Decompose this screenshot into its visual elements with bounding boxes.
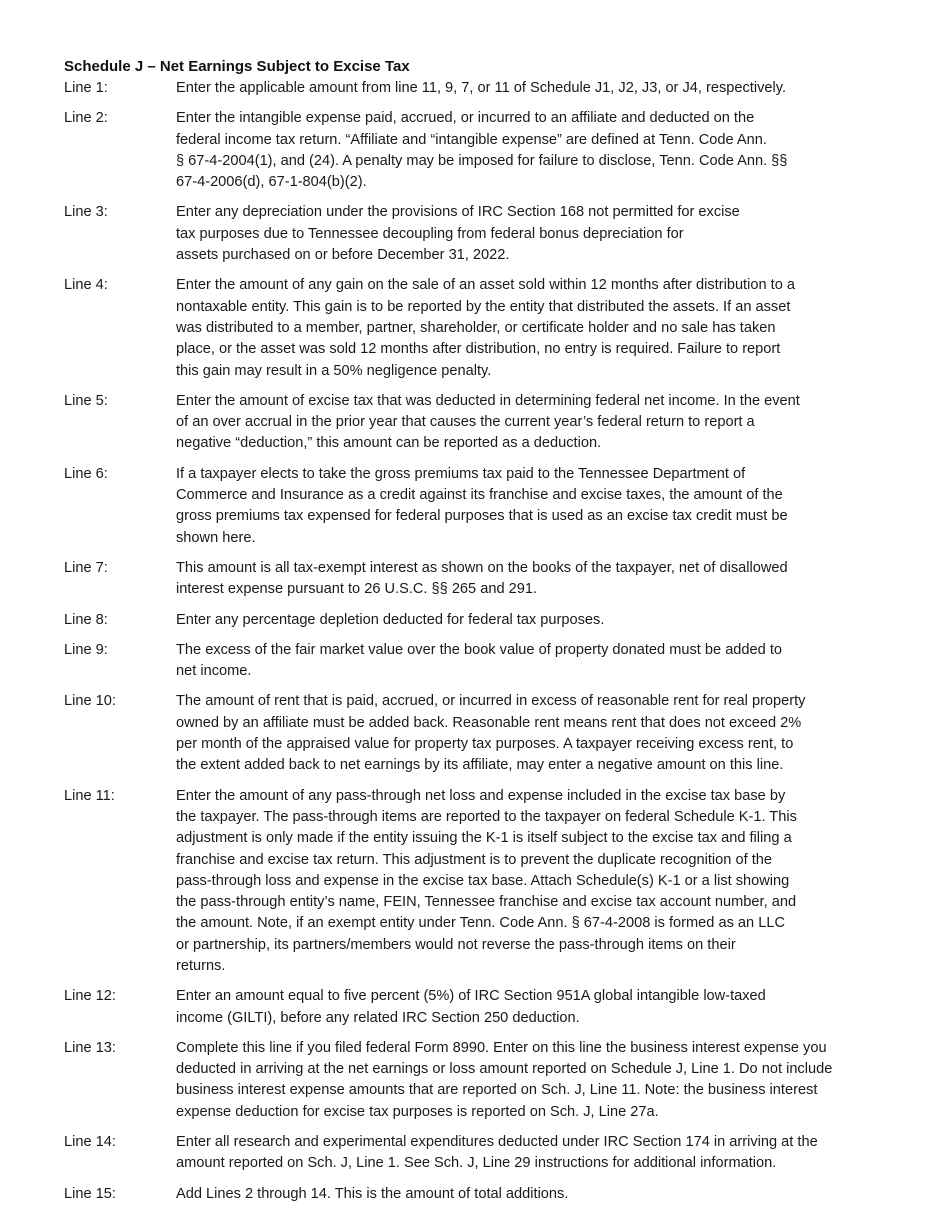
line-instruction-text: Add Lines 2 through 14. This is the amount of total additions. xyxy=(176,1185,569,1202)
line-instruction-text: If a taxpayer elects to take the gross premiums tax paid to the Tennessee Department of Commerce and Insurance as a credit against its franchise and excise taxes, the amount of the gross premiums tax expensed for federal purposes that is used as an excise tax credit must be shown here. xyxy=(176,465,788,546)
line-label: Line 14: xyxy=(64,1134,116,1151)
line-instruction-text: Enter any depreciation under the provisions of IRC Section 168 not permitted for excise tax purposes due to Tennessee decoupling from federal bonus depreciation for assets purchased on or before December 31, 2022. xyxy=(176,204,740,264)
line-instruction-text: Enter any percentage depletion deducted for federal tax purposes. xyxy=(176,611,605,628)
line-entry xyxy=(64,610,894,631)
line-entry xyxy=(64,1184,894,1205)
line-instruction-text: This amount is all tax-exempt interest as shown on the books of the taxpayer, net of disallowed interest expense pursuant to 26 U.S.C. §§ 265 and 291. xyxy=(176,559,788,598)
line-entry xyxy=(64,640,894,683)
line-instruction-text: The amount of rent that is paid, accrued, or incurred in excess of reasonable rent for real property owned by an affiliate must be added back. Reasonable rent means rent that does not exceed 2% per month of the appraised value for property tax purposes. A taxpayer receiving excess rent, to the extent added back to net earnings by its affiliate, may enter a negative amount on this line. xyxy=(176,693,806,774)
line-instruction-text: Enter an amount equal to five percent (5%) of IRC Section 951A global intangible low-taxed income (GILTI), before any related IRC Section 250 deduction. xyxy=(176,988,766,1026)
page-title: Schedule J – Net Earnings Subject to Excise Tax xyxy=(64,58,410,75)
line-label: Line 2: xyxy=(64,110,108,127)
line-label: Line 15: xyxy=(64,1185,116,1202)
line-entry xyxy=(64,691,894,776)
line-label: Line 10: xyxy=(64,693,116,710)
line-instruction-text: Enter the applicable amount from line 11, 9, 7, or 11 of Schedule J1, J2, J3, or J4, respectively. xyxy=(176,80,787,96)
document-page xyxy=(64,57,894,1214)
line-instruction-text: Complete this line if you filed federal Form 8990. Enter on this line the business interest expense you deducted in arriving at the net earnings or loss amount reported on Schedule J, Line 1. Do not include business interest expense amounts that are reported on Sch. J, Line 11. Note: the business interest expense deduction for excise tax purposes is reported on Sch. J, Line 27a. xyxy=(176,1039,833,1120)
line-entry xyxy=(64,1132,894,1175)
line-entry xyxy=(64,391,894,455)
line-entry xyxy=(64,108,894,193)
line-instruction-text: Enter the amount of excise tax that was deducted in determining federal net income. In the event of an over accrual in the prior year that causes the current year’s federal return to report a negative “deduction,” this amount can be reported as a deduction. xyxy=(176,392,800,452)
line-label: Line 4: xyxy=(64,277,108,294)
line-instructions-list xyxy=(64,78,894,1205)
line-entry xyxy=(64,78,894,99)
line-entry xyxy=(64,202,894,266)
line-label: Line 7: xyxy=(64,559,108,576)
line-entry xyxy=(64,786,894,978)
line-instruction-text: Enter all research and experimental expenditures deducted under IRC Section 174 in arriving at the amount reported on Sch. J, Line 1. See Sch. J, Line 29 instructions for additional information. xyxy=(176,1134,818,1172)
line-label: Line 1: xyxy=(64,80,108,96)
line-label: Line 6: xyxy=(64,465,108,482)
line-entry xyxy=(64,1038,894,1123)
line-label: Line 13: xyxy=(64,1039,116,1056)
line-instruction-text: Enter the intangible expense paid, accrued, or incurred to an affiliate and deducted on the federal income tax return. “Affiliate and “intangible expense” are defined at Tenn. Code Ann. § 67-4-2004(1), and (24). A penalty may be imposed for failure to disclose, Tenn. Code Ann. §§ 67-4-2006(d), 67-1-804(b)(2). xyxy=(176,110,788,191)
line-instruction-text: The excess of the fair market value over the book value of property donated must be added to net income. xyxy=(176,641,782,680)
line-entry xyxy=(64,464,894,549)
line-entry xyxy=(64,275,894,381)
line-entry xyxy=(64,558,894,601)
line-label: Line 12: xyxy=(64,988,116,1005)
line-label: Line 9: xyxy=(64,641,108,658)
line-entry xyxy=(64,986,894,1029)
line-instruction-text: Enter the amount of any gain on the sale of an asset sold within 12 months after distribution to a nontaxable entity. This gain is to be reported by the entity that distributed the assets. If an asset was distributed to a member, partner, shareholder, or certificate holder and no sale has taken place, or the asset was sold 12 months after distribution, no entry is required. Failure to report this gain may result in a 50% negligence penalty. xyxy=(176,277,795,379)
line-instruction-text: Enter the amount of any pass-through net loss and expense included in the excise tax base by the taxpayer. The pass-through items are reported to the taxpayer on federal Schedule K-1. This adjustment is only made if the entity issuing the K-1 is itself subject to the excise tax and filing a franchise and excise tax return. This adjustment is to prevent the duplicate recognition of the pass-through loss and expense in the excise tax base. Attach Schedule(s) K-1 or a list showing the pass-through entity’s name, FEIN, Tennessee franchise and excise tax account number, and the amount. Note, if an exempt entity under Tenn. Code Ann. § 67-4-2008 is formed as an LLC or partnership, its partners/members would not reverse the pass-through items on their returns. xyxy=(176,787,797,974)
line-label: Line 3: xyxy=(64,204,108,221)
line-label: Line 11: xyxy=(64,787,115,804)
line-label: Line 8: xyxy=(64,611,108,628)
line-label: Line 5: xyxy=(64,392,108,409)
